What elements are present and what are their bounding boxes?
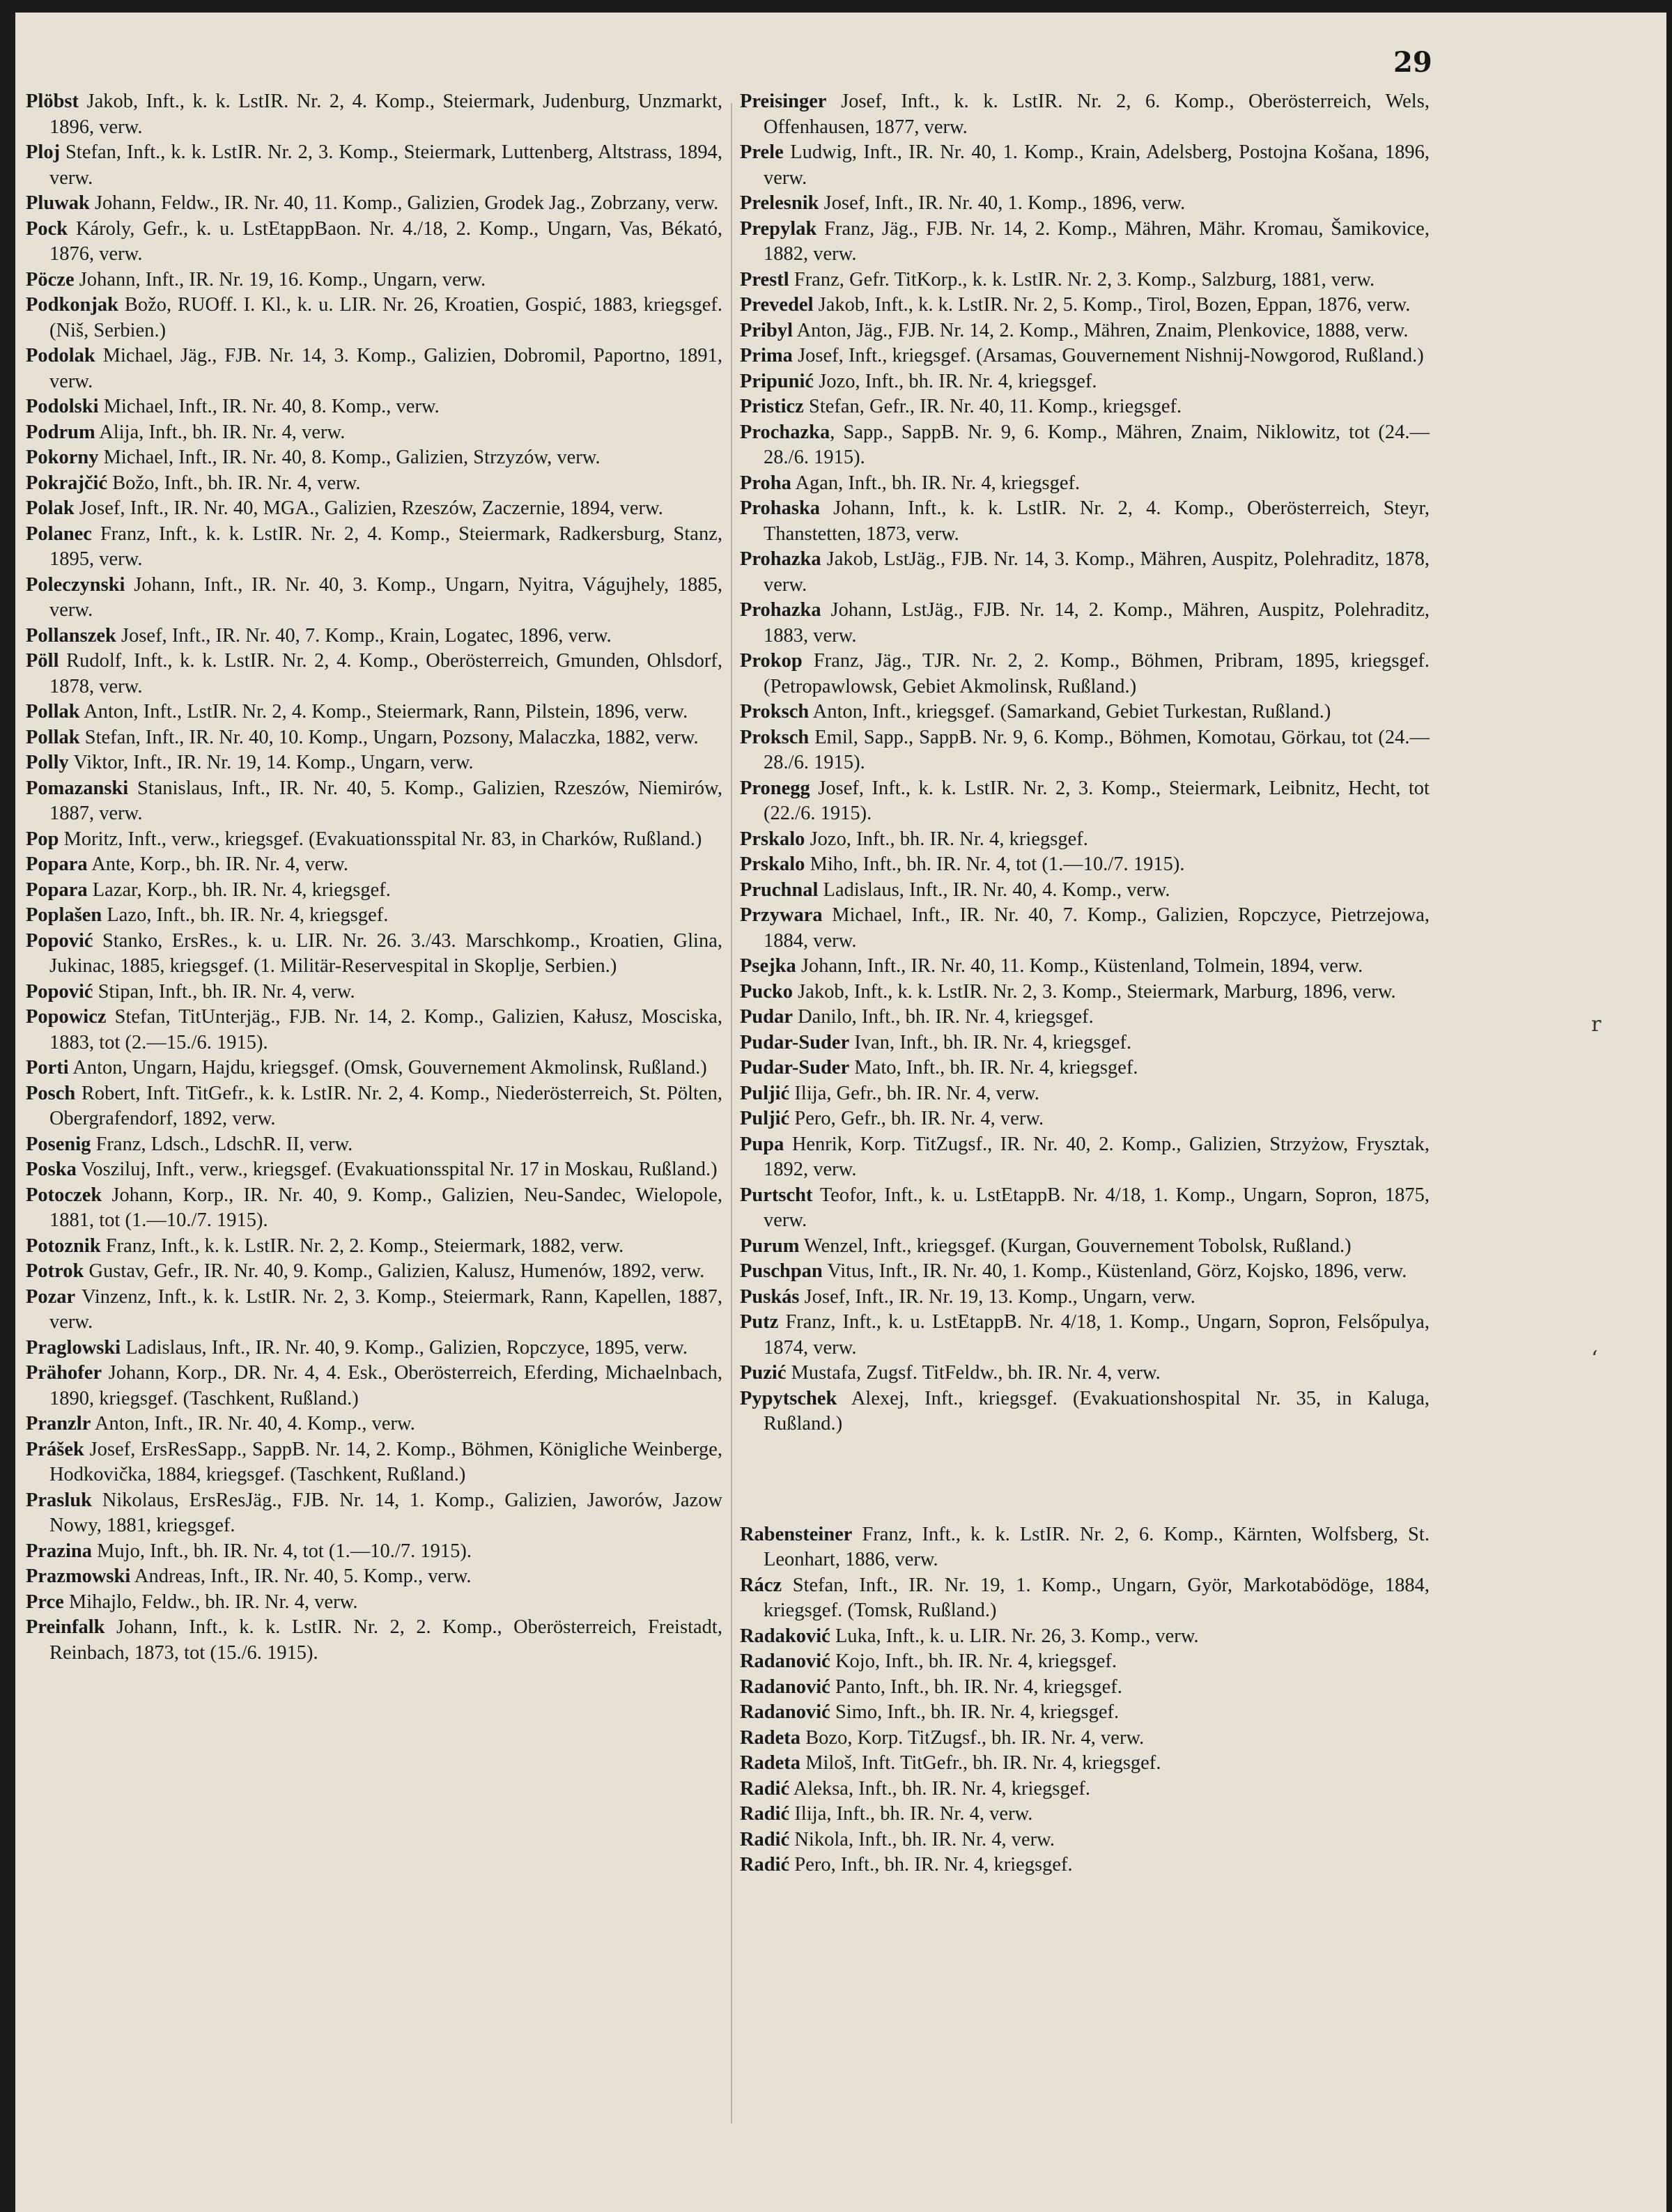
entry-details: Alexej, Inft., kriegsgef. (Evakuationshospital Nr. 35, in Kaluga, Rußland.) <box>764 1387 1430 1434</box>
page-number: 29 <box>1393 46 1432 79</box>
entry <box>26 420 722 446</box>
entry-surname: Prokop <box>740 650 803 672</box>
entry-surname: Proksch <box>740 726 810 748</box>
entry-surname: Radić <box>740 1828 790 1850</box>
entry <box>740 1030 1430 1056</box>
entry-details: Stefan, Inft., k. k. LstIR. Nr. 2, 3. Komp., Steiermark, Luttenberg, Altstrass, 1894, verw. <box>49 141 722 189</box>
entry <box>740 343 1430 369</box>
entry-surname: Rabensteiner <box>740 1523 853 1545</box>
entry-details: Ante, Korp., bh. IR. Nr. 4, verw. <box>87 853 349 875</box>
entry <box>26 776 722 827</box>
entry-surname: Prohaska <box>740 497 821 519</box>
entry-details: Johann, Inft., IR. Nr. 40, 3. Komp., Ungarn, Nyitra, Vágujhely, 1885, verw. <box>49 573 722 621</box>
entry-details: Alija, Inft., bh. IR. Nr. 4, verw. <box>95 421 346 443</box>
entry-details: Emil, Sapp., SappB. Nr. 9, 6. Komp., Böhmen, Komotau, Görkau, tot (24.—28./6. 1915). <box>764 726 1430 773</box>
entry <box>740 420 1430 471</box>
entry <box>740 1751 1430 1777</box>
entry <box>740 1285 1430 1310</box>
entry-surname: Rácz <box>740 1574 782 1596</box>
entry <box>26 1615 722 1666</box>
entry-surname: Prazmowski <box>26 1565 131 1587</box>
entry-details: Rudolf, Inft., k. k. LstIR. Nr. 2, 4. Komp., Oberösterreich, Gmunden, Ohlsdorf, 1878, verw. <box>49 650 722 697</box>
entry-details: Teofor, Inft., k. u. LstEtappB. Nr. 4/18, 1. Komp., Ungarn, Sopron, 1875, verw. <box>764 1184 1430 1231</box>
entry <box>26 725 722 751</box>
entry <box>740 649 1430 699</box>
entry-details: Franz, Ldsch., LdschR. II, verw. <box>91 1133 353 1155</box>
entry-surname: Pruchnal <box>740 879 819 901</box>
entry-surname: Porti <box>26 1057 69 1078</box>
entry <box>26 217 722 268</box>
entry-details: Johann, LstJäg., FJB. Nr. 14, 2. Komp., Mähren, Auspitz, Polehraditz, 1883, verw. <box>764 599 1430 647</box>
entry <box>740 394 1430 420</box>
entry-details: Ludwig, Inft., IR. Nr. 40, 1. Komp., Krain, Adelsberg, Postojna Košana, 1896, verw. <box>764 141 1430 189</box>
entry <box>26 1005 722 1055</box>
entry <box>26 1590 722 1616</box>
entry <box>740 725 1430 776</box>
entry-details: Moritz, Inft., verw., kriegsgef. (Evakuationsspital Nr. 83, in Charków, Rußland.) <box>59 828 702 850</box>
entry-surname: Prevedel <box>740 294 814 316</box>
entry-details: Johann, Korp., DR. Nr. 4, 4. Esk., Oberösterreich, Eferding, Michaelnbach, 1890, kriegsgef. (Taschkent, Rußland.) <box>49 1362 722 1409</box>
entry-surname: Prelesnik <box>740 192 819 214</box>
entry-surname: Radeta <box>740 1726 801 1749</box>
entry <box>740 1361 1430 1386</box>
entry-details: Jozo, Inft., bh. IR. Nr. 4, kriegsgef. <box>814 370 1097 392</box>
entry-surname: Pöcze <box>26 268 75 291</box>
entry <box>740 827 1430 853</box>
entry <box>740 878 1430 904</box>
entry <box>740 268 1430 293</box>
entry-surname: Pokorny <box>26 447 99 468</box>
entry-details: Vitus, Inft., IR. Nr. 40, 1. Komp., Küstenland, Görz, Kojsko, 1896, verw. <box>822 1260 1407 1282</box>
entry <box>740 1132 1430 1183</box>
entry <box>740 1777 1430 1802</box>
entry <box>740 1700 1430 1726</box>
entry-surname: Pop <box>26 828 59 850</box>
entry <box>26 1361 722 1411</box>
entry-surname: Pupa <box>740 1133 784 1155</box>
entry-details: Franz, Inft., k. k. LstIR. Nr. 2, 2. Komp., Steiermark, 1882, verw. <box>100 1235 624 1257</box>
entry <box>740 191 1430 217</box>
document-page <box>15 13 1666 2212</box>
entry-details: Johann, Korp., IR. Nr. 40, 9. Komp., Galizien, Neu-Sandec, Wielopole, 1881, tot (1.—10./7. 1915). <box>49 1184 722 1231</box>
entry-surname: Purtscht <box>740 1184 813 1206</box>
entry-surname: Puzić <box>740 1362 787 1384</box>
entry-surname: Poska <box>26 1159 77 1180</box>
entry-details: Simo, Inft., bh. IR. Nr. 4, kriegsgef. <box>830 1701 1120 1723</box>
entry <box>26 522 722 573</box>
entry <box>740 1081 1430 1107</box>
entry-details: Miho, Inft., bh. IR. Nr. 4, tot (1.—10./7. 1915). <box>805 853 1185 875</box>
entry-surname: Przywara <box>740 904 823 926</box>
entry-surname: Pokrajčić <box>26 472 108 494</box>
entry <box>26 624 722 649</box>
entry-surname: Prskalo <box>740 853 805 875</box>
entry-surname: Podolski <box>26 396 99 417</box>
entry-surname: Posch <box>26 1082 76 1104</box>
entry <box>740 1675 1430 1701</box>
entry-details: Franz, Inft., k. k. LstIR. Nr. 2, 6. Komp., Kärnten, Wolfsberg, St. Leonhart, 1886, verw. <box>764 1523 1430 1570</box>
entry-surname: Posenig <box>26 1133 91 1155</box>
entry <box>740 1853 1430 1878</box>
entry-details: Anton, Jäg., FJB. Nr. 14, 2. Komp., Mähren, Znaim, Plenkovice, 1888, verw. <box>793 319 1409 341</box>
entry <box>26 1157 722 1183</box>
entry-surname: Puljić <box>740 1082 790 1104</box>
entry-surname: Prasluk <box>26 1489 93 1511</box>
entry-details: Pero, Inft., bh. IR. Nr. 4, kriegsgef. <box>789 1854 1073 1875</box>
entry-details: Johann, Inft., IR. Nr. 40, 11. Komp., Küstenland, Tolmein, 1894, verw. <box>796 955 1363 977</box>
entry-surname: Radanović <box>740 1676 830 1698</box>
entry-surname: Prohazka <box>740 599 821 621</box>
entry-surname: Popara <box>26 879 88 901</box>
entry-details: Josef, Inft., IR. Nr. 40, 7. Komp., Krain, Logatec, 1896, verw. <box>116 624 612 647</box>
entry <box>26 852 722 878</box>
entry-surname: Poleczynski <box>26 573 125 596</box>
entry-details: Henrik, Korp. TitZugsf., IR. Nr. 40, 2. Komp., Galizien, Strzyżow, Frysztak, 1892, verw. <box>764 1133 1430 1180</box>
entry-surname: Prestl <box>740 268 789 291</box>
entry-details: Božo, Inft., bh. IR. Nr. 4, verw. <box>107 472 361 494</box>
entry-surname: Proha <box>740 472 791 494</box>
entry-details: Jakob, Inft., k. k. LstIR. Nr. 2, 4. Komp., Steiermark, Judenburg, Unzmarkt, 1896, verw. <box>49 91 722 138</box>
entry-surname: Pomazanski <box>26 777 129 799</box>
entry <box>26 827 722 853</box>
entry-details: Johann, Inft., k. k. LstIR. Nr. 2, 2. Komp., Oberösterreich, Freistadt, Reinbach, 1873, tot (15./6. 1915). <box>49 1616 722 1664</box>
entry-details: Franz, Jäg., FJB. Nr. 14, 2. Komp., Mähren, Mähr. Kromau, Šamikovice, 1882, verw. <box>764 217 1430 265</box>
entry-details: , Sapp., SappB. Nr. 9, 6. Komp., Mähren, Znaim, Niklowitz, tot (24.—28./6. 1915). <box>764 421 1430 468</box>
entry-details: Jakob, Inft., k. k. LstIR. Nr. 2, 3. Komp., Steiermark, Marburg, 1896, verw. <box>792 980 1396 1003</box>
entry-surname: Pripunić <box>740 370 814 392</box>
entry-details: Miloš, Inft. TitGefr., bh. IR. Nr. 4, kriegsgef. <box>800 1752 1161 1774</box>
entry-surname: Prima <box>740 345 793 366</box>
entry-details: Johann, Inft., k. k. LstIR. Nr. 2, 4. Komp., Oberösterreich, Steyr, Thanstetten, 1873, verw. <box>764 497 1430 545</box>
entry-surname: Radanović <box>740 1650 830 1672</box>
entry-details: Vinzenz, Inft., k. k. LstIR. Nr. 2, 3. Komp., Steiermark, Rann, Kapellen, 1887, verw. <box>49 1285 722 1333</box>
entry-details: Ladislaus, Inft., IR. Nr. 40, 4. Komp., verw. <box>818 879 1170 901</box>
entry-surname: Radić <box>740 1803 790 1825</box>
entry-surname: Potoczek <box>26 1184 102 1206</box>
entry <box>740 471 1430 497</box>
entry-details: Robert, Inft. TitGefr., k. k. LstIR. Nr. 2, 4. Komp., Niederösterreich, St. Pölten, Obergrafendorf, 1892, verw. <box>49 1082 722 1129</box>
entry-surname: Plöbst <box>26 91 79 112</box>
entry <box>740 496 1430 547</box>
entry-surname: Podkonjak <box>26 294 118 316</box>
entry-surname: Puskás <box>740 1285 800 1308</box>
entry <box>740 1624 1430 1650</box>
entry-surname: Prskalo <box>740 828 805 850</box>
entry <box>740 547 1430 598</box>
entry-details: Stipan, Inft., bh. IR. Nr. 4, verw. <box>93 980 355 1003</box>
entry <box>26 1285 722 1336</box>
entry-details: Josef, Inft., k. k. LstIR. Nr. 2, 3. Komp., Steiermark, Leibnitz, Hecht, tot (22./6. 1915). <box>764 777 1430 824</box>
entry <box>740 293 1430 318</box>
entry <box>740 140 1430 191</box>
entry <box>740 1310 1430 1361</box>
entry-surname: Podrum <box>26 421 95 443</box>
entry-surname: Radanović <box>740 1701 830 1723</box>
entry-details: Jakob, Inft., k. k. LstIR. Nr. 2, 5. Komp., Tirol, Bozen, Eppan, 1876, verw. <box>813 294 1411 316</box>
entry <box>740 1522 1430 1573</box>
entry-details: Stefan, Inft., IR. Nr. 40, 10. Komp., Ungarn, Pozsony, Malaczka, 1882, verw. <box>79 726 699 748</box>
entry <box>26 191 722 217</box>
entry <box>740 1005 1430 1030</box>
entry-details: Nikola, Inft., bh. IR. Nr. 4, verw. <box>789 1828 1055 1850</box>
entry-surname: Pudar-Suder <box>740 1031 850 1053</box>
entry <box>26 1055 722 1081</box>
entry <box>740 1259 1430 1285</box>
entry-surname: Puljić <box>740 1108 790 1129</box>
entry-surname: Popović <box>26 980 93 1003</box>
entry-surname: Ploj <box>26 141 61 163</box>
entry-details: Mustafa, Zugsf. TitFeldw., bh. IR. Nr. 4, verw. <box>786 1362 1161 1384</box>
entry-surname: Radeta <box>740 1752 801 1774</box>
entry-surname: Radić <box>740 1777 790 1800</box>
entry-surname: Pribyl <box>740 319 794 341</box>
entry-surname: Radaković <box>740 1625 830 1647</box>
entry-details: Lazar, Korp., bh. IR. Nr. 4, kriegsgef. <box>87 879 391 901</box>
entry-details: Ilija, Gefr., bh. IR. Nr. 4, verw. <box>789 1082 1039 1104</box>
entry <box>740 1183 1430 1234</box>
entry <box>740 980 1430 1005</box>
entry-surname: Popara <box>26 853 88 875</box>
entry-surname: Prähofer <box>26 1362 102 1384</box>
entry-details: Vosziluj, Inft., verw., kriegsgef. (Evakuationsspital Nr. 17 in Moskau, Rußland.) <box>76 1159 718 1180</box>
entry <box>740 1106 1430 1132</box>
margin-mark: ʻ <box>1591 1347 1598 1371</box>
entry-details: Josef, Inft., kriegsgef. (Arsamas, Gouvernement Nishnij-Nowgorod, Rußland.) <box>792 345 1424 366</box>
entry-details: Ivan, Inft., bh. IR. Nr. 4, kriegsgef. <box>849 1031 1132 1053</box>
entry-surname: Pranzlr <box>26 1413 91 1434</box>
entry <box>740 318 1430 344</box>
entry <box>740 1573 1430 1624</box>
entry-surname: Prce <box>26 1591 64 1613</box>
entry-surname: Prepylak <box>740 217 817 240</box>
entry <box>740 1234 1430 1260</box>
entry <box>740 1726 1430 1751</box>
entry-details: Josef, Inft., IR. Nr. 40, MGA., Galizien, Rzeszów, Zaczernie, 1894, verw. <box>74 497 663 519</box>
entry-surname: Prohazka <box>740 548 821 570</box>
entry <box>26 1183 722 1234</box>
entry <box>740 369 1430 395</box>
entry-surname: Prochazka <box>740 421 830 443</box>
entry-surname: Praglowski <box>26 1336 121 1359</box>
entry <box>740 1802 1430 1827</box>
entry-details: Jozo, Inft., bh. IR. Nr. 4, kriegsgef. <box>805 828 1088 850</box>
entry-details: Franz, Jäg., TJR. Nr. 2, 2. Komp., Böhmen, Pribram, 1895, kriegsgef. (Petropawlowsk, Gebiet Akmolinsk, Rußland.) <box>764 650 1430 697</box>
entry-surname: Pronegg <box>740 777 810 799</box>
entry-surname: Pöll <box>26 650 59 672</box>
entry-surname: Pudar <box>740 1006 793 1028</box>
entry <box>26 471 722 497</box>
entry-surname: Pluwak <box>26 192 90 214</box>
entry-details: Nikolaus, ErsResJäg., FJB. Nr. 14, 1. Komp., Galizien, Jaworów, Jazow Nowy, 1881, kriegsgef. <box>49 1489 722 1536</box>
entry-details: Danilo, Inft., bh. IR. Nr. 4, kriegsgef. <box>792 1006 1094 1028</box>
entry-details: Johann, Inft., IR. Nr. 19, 16. Komp., Ungarn, verw. <box>74 268 486 291</box>
entry <box>26 293 722 343</box>
entry-surname: Pollak <box>26 701 80 722</box>
entry-details: Josef, ErsResSapp., SappB. Nr. 14, 2. Komp., Böhmen, Königliche Weinberge, Hodkovička, 1884, kriegsgef. (Taschkent, Rußland.) <box>49 1438 722 1485</box>
entry-details: Wenzel, Inft., kriegsgef. (Kurgan, Gouvernement Tobolsk, Rußland.) <box>799 1235 1352 1257</box>
entry <box>26 980 722 1005</box>
entry-details: Božo, RUOff. I. Kl., k. u. LIR. Nr. 26, Kroatien, Gospić, 1883, kriegsgef. (Niš, Serbien.) <box>49 294 722 341</box>
entry-details: Jakob, LstJäg., FJB. Nr. 14, 3. Komp., Mähren, Auspitz, Polehraditz, 1878, verw. <box>764 548 1430 596</box>
margin-mark: r <box>1591 1012 1602 1037</box>
entry-details: Anton, Inft., kriegsgef. (Samarkand, Gebiet Turkestan, Rußland.) <box>809 701 1331 722</box>
entry-details: Agan, Inft., bh. IR. Nr. 4, kriegsgef. <box>791 472 1081 494</box>
entry-details: Stanko, ErsRes., k. u. LIR. Nr. 26. 3./43. Marschkomp., Kroatien, Glina, Jukinac, 1885, kriegsgef. (1. Militär-Reservespital in Skoplje, Serbien.) <box>49 929 722 977</box>
entry-surname: Purum <box>740 1235 800 1257</box>
entry <box>26 750 722 776</box>
entry-details: Luka, Inft., k. u. LIR. Nr. 26, 3. Komp., verw. <box>830 1625 1199 1647</box>
entry-surname: Popowicz <box>26 1006 107 1028</box>
right-column-upper <box>740 89 1430 1437</box>
entry-surname: Putz <box>740 1311 779 1333</box>
entry <box>26 699 722 725</box>
entry <box>740 776 1430 827</box>
right-column <box>740 89 1430 1878</box>
entry <box>740 1649 1430 1675</box>
entry <box>26 1488 722 1539</box>
entry-details: Stefan, TitUnterjäg., FJB. Nr. 14, 2. Komp., Galizien, Kałusz, Mosciska, 1883, tot (2.—15./6. 1915). <box>49 1006 722 1053</box>
entry-surname: Puschpan <box>740 1260 823 1282</box>
entry <box>26 1336 722 1361</box>
entry-details: Michael, Inft., IR. Nr. 40, 8. Komp., Galizien, Strzyzów, verw. <box>98 447 601 468</box>
entry-details: Franz, Inft., k. k. LstIR. Nr. 2, 4. Komp., Steiermark, Radkersburg, Stanz, 1895, verw. <box>49 523 722 570</box>
entry-details: Kojo, Inft., bh. IR. Nr. 4, kriegsgef. <box>830 1650 1117 1672</box>
entry <box>26 1081 722 1132</box>
entry <box>740 903 1430 954</box>
entry-surname: Podolak <box>26 345 95 366</box>
entry-surname: Pristicz <box>740 396 804 417</box>
entry-surname: Pollanszek <box>26 624 116 647</box>
entry <box>740 954 1430 980</box>
entry-surname: Polanec <box>26 523 92 545</box>
entry <box>26 929 722 980</box>
entry-surname: Prášek <box>26 1438 84 1460</box>
entry <box>740 1055 1430 1081</box>
entry-details: Pero, Gefr., bh. IR. Nr. 4, verw. <box>789 1108 1044 1129</box>
entry-details: Stefan, Gefr., IR. Nr. 40, 11. Komp., kriegsgef. <box>803 396 1182 417</box>
entry-surname: Pypytschek <box>740 1387 837 1409</box>
entry <box>26 1259 722 1285</box>
entry-details: Bozo, Korp. TitZugsf., bh. IR. Nr. 4, verw. <box>800 1726 1145 1749</box>
entry-surname: Prele <box>740 141 784 163</box>
entry-surname: Psejka <box>740 955 796 977</box>
entry-surname: Pozar <box>26 1285 76 1308</box>
entry <box>26 445 722 471</box>
entry-surname: Proksch <box>740 701 810 722</box>
left-column <box>26 89 722 1666</box>
entry-details: Stefan, Inft., IR. Nr. 19, 1. Komp., Ungarn, Györ, Markotabödöge, 1884, kriegsgef. (Tomsk, Rußland.) <box>764 1574 1430 1621</box>
entry-surname: Pollak <box>26 726 80 748</box>
entry <box>740 852 1430 878</box>
entry-details: Anton, Inft., IR. Nr. 40, 4. Komp., verw. <box>91 1413 415 1434</box>
entry <box>26 573 722 624</box>
entry <box>26 496 722 522</box>
entry-details: Anton, Ungarn, Hajdu, kriegsgef. (Omsk, Gouvernement Akmolinsk, Rußland.) <box>68 1057 707 1078</box>
entry-surname: Polak <box>26 497 75 519</box>
entry-details: Mato, Inft., bh. IR. Nr. 4, kriegsgef. <box>849 1057 1138 1078</box>
entry-details: Stanislaus, Inft., IR. Nr. 40, 5. Komp., Galizien, Rzeszów, Niemirów, 1887, verw. <box>49 777 722 824</box>
entry-details: Károly, Gefr., k. u. LstEtappBaon. Nr. 4./18, 2. Komp., Ungarn, Vas, Békató, 1876, verw. <box>49 217 722 265</box>
entry-details: Michael, Inft., IR. Nr. 40, 8. Komp., verw. <box>98 396 440 417</box>
entry-surname: Radić <box>740 1854 790 1875</box>
entry-surname: Popović <box>26 929 93 952</box>
entry-details: Ilija, Inft., bh. IR. Nr. 4, verw. <box>789 1803 1033 1825</box>
entry <box>26 89 722 140</box>
entry <box>26 1411 722 1437</box>
entry <box>26 394 722 420</box>
entry-surname: Potoznik <box>26 1235 101 1257</box>
entry <box>26 1437 722 1488</box>
entry-surname: Pudar-Suder <box>740 1057 850 1078</box>
entry <box>740 699 1430 725</box>
entry <box>740 1386 1430 1437</box>
entry-surname: Pock <box>26 217 68 240</box>
entry-details: Johann, Feldw., IR. Nr. 40, 11. Komp., Galizien, Grodek Jag., Zobrzany, verw. <box>89 192 719 214</box>
entry <box>740 217 1430 268</box>
entry <box>26 1132 722 1158</box>
entry-details: Mujo, Inft., bh. IR. Nr. 4, tot (1.—10./7. 1915). <box>91 1540 472 1562</box>
entry-details: Michael, Jäg., FJB. Nr. 14, 3. Komp., Galizien, Dobromil, Paportno, 1891, verw. <box>49 345 722 392</box>
entry-details: Aleksa, Inft., bh. IR. Nr. 4, kriegsgef. <box>789 1777 1091 1800</box>
entry <box>26 268 722 293</box>
right-column-lower <box>740 1522 1430 1878</box>
entry-details: Panto, Inft., bh. IR. Nr. 4, kriegsgef. <box>830 1676 1122 1698</box>
entry <box>26 1539 722 1565</box>
entry-details: Franz, Gefr. TitKorp., k. k. LstIR. Nr. 2, 3. Komp., Salzburg, 1881, verw. <box>789 268 1375 291</box>
entry-details: Mihajlo, Feldw., bh. IR. Nr. 4, verw. <box>63 1591 358 1613</box>
entry <box>26 1564 722 1590</box>
entry-surname: Preisinger <box>740 91 827 112</box>
entry-surname: Pucko <box>740 980 793 1003</box>
entry-details: Franz, Inft., k. u. LstEtappB. Nr. 4/18, 1. Komp., Ungarn, Sopron, Felsőpulya, 1874, verw. <box>764 1311 1430 1359</box>
entry-details: Gustav, Gefr., IR. Nr. 40, 9. Komp., Galizien, Kalusz, Humenów, 1892, verw. <box>84 1260 705 1282</box>
entry-surname: Poplašen <box>26 904 102 926</box>
entry-details: Josef, Inft., IR. Nr. 40, 1. Komp., 1896, verw. <box>819 192 1186 214</box>
entry <box>26 649 722 699</box>
entry-surname: Potrok <box>26 1260 84 1282</box>
entry <box>740 1827 1430 1853</box>
entry <box>26 343 722 394</box>
entry <box>26 903 722 929</box>
entry <box>26 1234 722 1260</box>
column-divider <box>731 103 732 2124</box>
entry-surname: Preinfalk <box>26 1616 105 1638</box>
entry <box>26 878 722 904</box>
entry-details: Ladislaus, Inft., IR. Nr. 40, 9. Komp., Galizien, Ropczyce, 1895, verw. <box>121 1336 688 1359</box>
entry-details: Lazo, Inft., bh. IR. Nr. 4, kriegsgef. <box>102 904 389 926</box>
entry-details: Josef, Inft., k. k. LstIR. Nr. 2, 6. Komp., Oberösterreich, Wels, Offenhausen, 1877, verw. <box>764 91 1430 138</box>
entry-details: Josef, Inft., IR. Nr. 19, 13. Komp., Ungarn, verw. <box>799 1285 1195 1308</box>
entry-details: Michael, Inft., IR. Nr. 40, 7. Komp., Galizien, Ropczyce, Pietrzejowa, 1884, verw. <box>764 904 1430 952</box>
entry-details: Anton, Inft., LstIR. Nr. 2, 4. Komp., Steiermark, Rann, Pilstein, 1896, verw. <box>79 701 688 722</box>
entry <box>26 140 722 191</box>
entry <box>740 89 1430 140</box>
entry-details: Viktor, Inft., IR. Nr. 19, 14. Komp., Ungarn, verw. <box>68 752 474 773</box>
entry-surname: Prazina <box>26 1540 92 1562</box>
entry <box>740 598 1430 649</box>
entry-details: Andreas, Inft., IR. Nr. 40, 5. Komp., verw. <box>130 1565 472 1587</box>
entry-surname: Polly <box>26 752 69 773</box>
